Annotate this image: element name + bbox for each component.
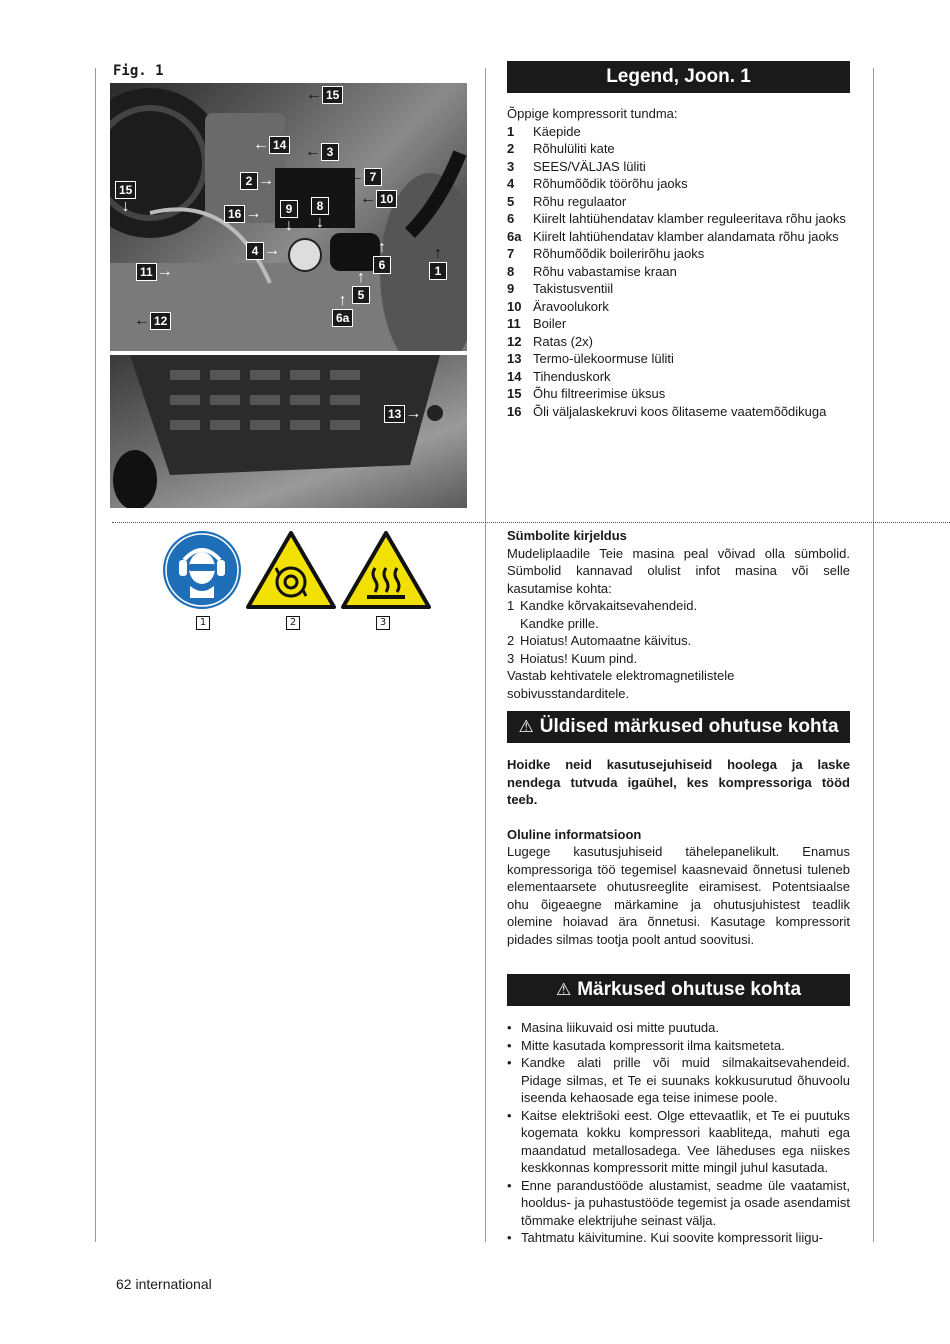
safety-header: [507, 974, 850, 1006]
legend-item: [507, 175, 850, 193]
legend-item: [507, 403, 850, 421]
legend-number: 8: [507, 263, 515, 279]
callout-8: 8 ↓: [311, 197, 329, 231]
legend-number: 14: [507, 368, 522, 384]
symbol-number: [507, 615, 520, 633]
legend-number: 11: [507, 316, 521, 331]
legend-item: [507, 123, 850, 141]
legend-number: 7: [507, 246, 515, 261]
safety-bullet-text: Tahtmatu käivitumine. Kui soovite kompressorit liigu-: [521, 1230, 824, 1245]
legend-text: Rõhumõõdik töörõhu jaoks: [533, 176, 688, 191]
legend-text: Boiler: [533, 316, 567, 331]
legend-item: [507, 385, 850, 403]
safety-bullet: [507, 1037, 850, 1055]
bullet-dot-icon: •: [507, 1177, 512, 1193]
legend-text: Äravoolukork: [533, 298, 609, 314]
legend-item: [507, 263, 850, 281]
callout-16: 16 →: [224, 205, 261, 223]
left-column-rule: [95, 68, 96, 1242]
callout-5: 5 ↑: [352, 270, 370, 304]
safety-bullet-text: Mitte kasutada kompressorit ilma kaitsmeteta.: [521, 1037, 785, 1053]
callout-15-left: 15 ↓: [115, 181, 136, 215]
legend-number: 9: [507, 281, 515, 296]
important-info-title: Oluline informatsioon: [507, 826, 642, 842]
general-safety-body: [507, 756, 850, 948]
legend-number: 13: [507, 351, 522, 366]
general-safety-lead: Hoidke neid kasutusejuhiseid hoolega ja laske nendega tutvuda igaühel, kes kompressoriga tööd teeb.: [507, 757, 850, 807]
legend-intro: Õppige kompressorit tundma:: [507, 106, 678, 121]
symbol-number: 3: [507, 650, 515, 666]
symbol-text: Kandke kõrvakaitsevahendeid.: [520, 598, 698, 613]
symbols-title: Sümbolite kirjeldus: [507, 528, 627, 543]
legend-text: Rõhumõõdik boilerirõhu jaoks: [533, 246, 705, 261]
symbol-text: Hoiatus! Automaatne käivitus.: [520, 633, 692, 648]
safety-bullet-text: Masina liikuvaid osi mitte puutuda.: [521, 1020, 719, 1035]
legend-number: 5: [507, 193, 515, 209]
symbol-number: 2: [507, 633, 515, 648]
safety-bullet: [507, 1054, 850, 1107]
symbols-intro: Mudeliplaadile Teie masina peal võivad olla sümbolid. Sümbolid kannavad olulist infot masina või selle kasutamise kohta:: [507, 545, 850, 596]
safety-bullet: [507, 1229, 850, 1247]
safety-bullet-text: Kaitse elektrišoki eest. Olge ettevaatlik, et Te ei puutuks kogemata kokku kompressori kaabliteда, mahuti ega maandatud metallosadega. Vee läheduses ega niiskes keskkonnas kompressorit mitte mingil juhul kasutada.: [521, 1107, 850, 1175]
symbol-item: [507, 632, 850, 650]
legend-text: Rõhulüliti kate: [533, 141, 615, 156]
general-safety-header: [507, 711, 850, 743]
legend-item: [507, 368, 850, 386]
legend-item: [507, 315, 850, 333]
legend-text: Rõhu regulaator: [533, 193, 627, 209]
legend-text: Tihenduskork: [533, 368, 611, 384]
legend-number: 12: [507, 333, 522, 349]
callout-1: 1 ↑: [429, 246, 447, 280]
legend-number: 16: [507, 403, 522, 419]
compressor-vent-drawing: [110, 355, 467, 508]
legend-title: Legend, Joon. 1: [606, 66, 751, 87]
compressor-photo-bottom: [110, 355, 467, 508]
general-safety-title: Üldised märkused ohutuse kohta: [539, 716, 839, 737]
legend-item: [507, 210, 850, 228]
legend-text: SEES/VÄLJAS lüliti: [533, 158, 646, 174]
legend-text: Käepide: [533, 123, 581, 139]
symbol-item: [507, 650, 850, 668]
callout-7: ← 7: [348, 168, 382, 186]
warning-icon: ⚠: [518, 717, 534, 736]
hot-surface-warning-icon: [341, 530, 431, 610]
callout-13: 13 →: [384, 405, 421, 423]
safety-title: Märkused ohutuse kohta: [577, 979, 802, 1000]
callout-4: 4 →: [246, 242, 280, 260]
warning-icon: ⚠: [555, 980, 572, 999]
callout-11: 11 →: [136, 263, 173, 281]
legend-number: 2: [507, 141, 515, 156]
legend-header: [507, 61, 850, 93]
symbols-description: [507, 527, 850, 702]
symbol-item: [507, 615, 850, 633]
safety-bullet: [507, 1019, 850, 1037]
legend-text: Termo-ülekoormuse lüliti: [533, 351, 674, 366]
symbol-number: 1: [507, 598, 515, 613]
symbol-text: Hoiatus! Kuum pind.: [520, 650, 638, 666]
legend-number: 4: [507, 176, 515, 191]
symbol-label-2: 2: [286, 616, 300, 630]
legend-number: 6a: [507, 228, 522, 244]
safety-bullets: [507, 1019, 850, 1247]
legend-text: Õhu filtreerimise üksus: [533, 386, 666, 401]
bullet-dot-icon: •: [507, 1230, 512, 1245]
figure-label: Fig. 1: [113, 63, 164, 79]
legend-number: 6: [507, 211, 515, 226]
legend-item: [507, 298, 850, 316]
legend-number: 1: [507, 123, 515, 139]
legend-number: 15: [507, 386, 522, 401]
legend-item: [507, 228, 850, 246]
automatic-start-warning-icon: [246, 530, 336, 610]
safety-bullet: [507, 1177, 850, 1230]
safety-bullet-text: Enne parandustööde alustamist, seadme üle vaatamist, hooldus- ja puhastustööde tegemist ja osade asendamist tõmmake elektrijuhe seinast välja.: [521, 1177, 850, 1228]
symbol-text: Kandke prille.: [520, 615, 599, 631]
ear-eye-protection-icon: [162, 530, 242, 610]
important-info-text: Lugege kasutusjuhiseid tähelepanelikult. Enamus kompressoriga töö tegemisel kaasnevaid õnnetusi tuleneb elementaarsete ohutusreeglite eiramisest. Potentsiaalse ohu õigeaegne märkamine ja ohutusjuhistest teadlik olemine hoiavad ära õnnetusi. Kasutage kompressorit pidades silmas tootja poolt antud soovitusi.: [507, 844, 850, 947]
legend-text: Ratas (2x): [533, 333, 593, 349]
bullet-dot-icon: •: [507, 1107, 512, 1123]
bullet-dot-icon: •: [507, 1055, 512, 1070]
right-column-rule: [873, 68, 874, 1242]
center-column-rule: [485, 68, 486, 1242]
symbol-item: [507, 597, 850, 615]
legend-item: [507, 158, 850, 176]
page-footer: 62 international: [116, 1276, 212, 1292]
bullet-dot-icon: •: [507, 1037, 512, 1053]
symbols-outro: Vastab kehtivatele elektromagnetilistele sobivusstandarditele.: [507, 668, 735, 701]
callout-2: 2 →: [240, 172, 274, 190]
symbol-label-1: 1: [196, 616, 210, 630]
callout-14: ← 14: [253, 136, 290, 154]
symbol-label-3: 3: [376, 616, 390, 630]
section-divider: [112, 522, 950, 523]
legend-list: [507, 105, 850, 420]
bullet-dot-icon: •: [507, 1020, 512, 1035]
callout-12: ← 12: [134, 312, 171, 330]
safety-bullet-text: Kandke alati prille või muid silmakaitsevahendeid. Pidage silmas, et Te ei suunaks kokkusurutud õhuvoolu iseenda kehaosade ega teise inimese poole.: [521, 1055, 850, 1105]
legend-item: [507, 245, 850, 263]
legend-item: [507, 193, 850, 211]
callout-6a: 6a ↑: [332, 293, 353, 327]
callout-3: ← 3: [305, 143, 339, 161]
legend-item: [507, 140, 850, 158]
callout-10: ← 10: [360, 190, 397, 208]
safety-bullet: [507, 1107, 850, 1177]
legend-item: [507, 333, 850, 351]
legend-number: 3: [507, 158, 515, 174]
legend-number: 10: [507, 298, 522, 314]
legend-text: Kiirelt lahtiühendatav klamber alandamata rõhu jaoks: [533, 228, 839, 244]
legend-text: Rõhu vabastamise kraan: [533, 263, 677, 279]
callout-15-top: ← 15: [306, 86, 343, 104]
legend-item: [507, 280, 850, 298]
legend-text: Kiirelt lahtiühendatav klamber reguleeritava rõhu jaoks: [533, 211, 846, 226]
callout-9: 9 ↓: [280, 200, 298, 234]
legend-text: Õli väljalaskekruvi koos õlitaseme vaatemõõdikuga: [533, 403, 827, 419]
callout-6: 6 ↑: [373, 240, 391, 274]
legend-item: [507, 350, 850, 368]
legend-text: Takistusventiil: [533, 281, 614, 296]
